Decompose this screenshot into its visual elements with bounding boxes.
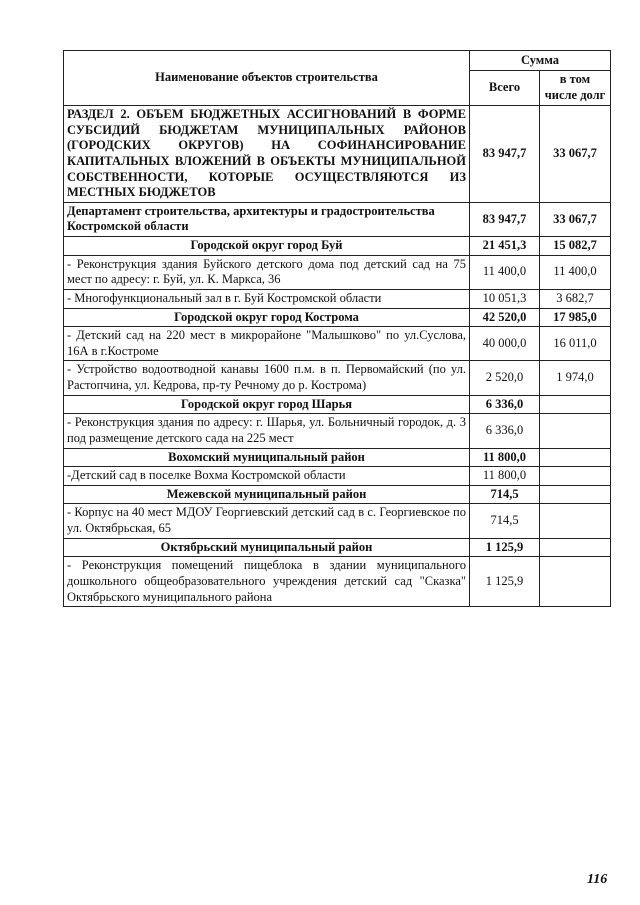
header-sum: Сумма xyxy=(470,51,611,71)
region-row xyxy=(64,395,611,414)
row-name: - Многофункциональный зал в г. Буй Костромской области xyxy=(64,289,470,308)
header-including-debt: в том числе долг xyxy=(540,71,611,106)
header-row-1 xyxy=(64,51,611,71)
row-name: Городской округ город Шарья xyxy=(64,395,470,414)
row-name: Октябрьский муниципальный район xyxy=(64,538,470,557)
row-debt xyxy=(540,485,611,504)
row-debt: 3 682,7 xyxy=(540,289,611,308)
row-total: 11 800,0 xyxy=(470,448,540,467)
row-debt: 17 985,0 xyxy=(540,308,611,327)
row-total: 21 451,3 xyxy=(470,237,540,256)
row-name: Городской округ город Буй xyxy=(64,237,470,256)
row-total: 42 520,0 xyxy=(470,308,540,327)
row-debt xyxy=(540,414,611,448)
table-row xyxy=(64,289,611,308)
row-debt: 33 067,7 xyxy=(540,106,611,203)
row-name: - Реконструкция здания Буйского детского дома под детский сад на 75 мест по адресу: г. Буй, ул. К. Маркса, 36 xyxy=(64,255,470,289)
table-row xyxy=(64,504,611,538)
table-row xyxy=(64,414,611,448)
region-row xyxy=(64,237,611,256)
row-total: 1 125,9 xyxy=(470,538,540,557)
row-name: - Реконструкция здания по адресу: г. Шарья, ул. Больничный городок, д. 3 под размещение детского сада на 225 мест xyxy=(64,414,470,448)
row-debt xyxy=(540,448,611,467)
region-row xyxy=(64,538,611,557)
row-total: 6 336,0 xyxy=(470,414,540,448)
row-total: 10 051,3 xyxy=(470,289,540,308)
row-name: -Детский сад в поселке Вохма Костромской области xyxy=(64,467,470,486)
row-total: 6 336,0 xyxy=(470,395,540,414)
row-total: 40 000,0 xyxy=(470,327,540,361)
region-row xyxy=(64,485,611,504)
row-name: - Устройство водоотводной канавы 1600 п.м. в п. Первомайский (по ул. Растопчина, ул. Кедрова, пр-ту Речному до р. Кострома) xyxy=(64,361,470,395)
row-total: 11 800,0 xyxy=(470,467,540,486)
row-total: 714,5 xyxy=(470,504,540,538)
row-debt: 1 974,0 xyxy=(540,361,611,395)
header-name-col: Наименование объектов строительства xyxy=(64,51,470,106)
row-name: - Реконструкция помещений пищеблока в здании муниципального дошкольного общеобразовательного учреждения детский сад "Сказка" Октябрьского муниципального района xyxy=(64,557,470,607)
row-debt xyxy=(540,538,611,557)
table-row xyxy=(64,557,611,607)
table-row xyxy=(64,361,611,395)
row-debt: 16 011,0 xyxy=(540,327,611,361)
section-row xyxy=(64,106,611,203)
row-name: Департамент строительства, архитектуры и градостроительства Костромской области xyxy=(64,202,470,236)
table-row xyxy=(64,327,611,361)
region-row xyxy=(64,308,611,327)
row-name: Межевской муниципальный район xyxy=(64,485,470,504)
row-debt xyxy=(540,557,611,607)
row-name: РАЗДЕЛ 2. ОБЪЕМ БЮДЖЕТНЫХ АССИГНОВАНИЙ В ФОРМЕ СУБСИДИЙ БЮДЖЕТАМ МУНИЦИПАЛЬНЫХ РАЙОНОВ (ГОРОДСКИХ ОКРУГОВ) НА СОФИНАНСИРОВАНИЕ КАПИТАЛЬНЫХ ВЛОЖЕНИЙ В ОБЪЕКТЫ МУНИЦИПАЛЬНОЙ СОБСТВЕННОСТИ, КОТОРЫЕ ОСУЩЕСТВЛЯЮТСЯ ИЗ МЕСТНЫХ БЮДЖЕТОВ xyxy=(64,106,470,203)
row-total: 83 947,7 xyxy=(470,106,540,203)
page-number: 116 xyxy=(587,872,608,887)
row-name: - Корпус на 40 мест МДОУ Георгиевский детский сад в с. Георгиевское по ул. Октябрьская, 65 xyxy=(64,504,470,538)
dept-row xyxy=(64,202,611,236)
row-total: 83 947,7 xyxy=(470,202,540,236)
table-row xyxy=(64,255,611,289)
row-total: 714,5 xyxy=(470,485,540,504)
row-total: 1 125,9 xyxy=(470,557,540,607)
row-name: Вохомский муниципальный район xyxy=(64,448,470,467)
row-total: 11 400,0 xyxy=(470,255,540,289)
header-total: Всего xyxy=(470,71,540,106)
row-debt: 15 082,7 xyxy=(540,237,611,256)
row-debt xyxy=(540,395,611,414)
row-debt xyxy=(540,504,611,538)
row-name: - Детский сад на 220 мест в микрорайоне "Малышково" по ул.Суслова, 16А в г.Костроме xyxy=(64,327,470,361)
row-debt: 33 067,7 xyxy=(540,202,611,236)
table-row xyxy=(64,467,611,486)
budget-table xyxy=(63,50,611,607)
row-name: Городской округ город Кострома xyxy=(64,308,470,327)
row-total: 2 520,0 xyxy=(470,361,540,395)
row-debt: 11 400,0 xyxy=(540,255,611,289)
region-row xyxy=(64,448,611,467)
row-debt xyxy=(540,467,611,486)
